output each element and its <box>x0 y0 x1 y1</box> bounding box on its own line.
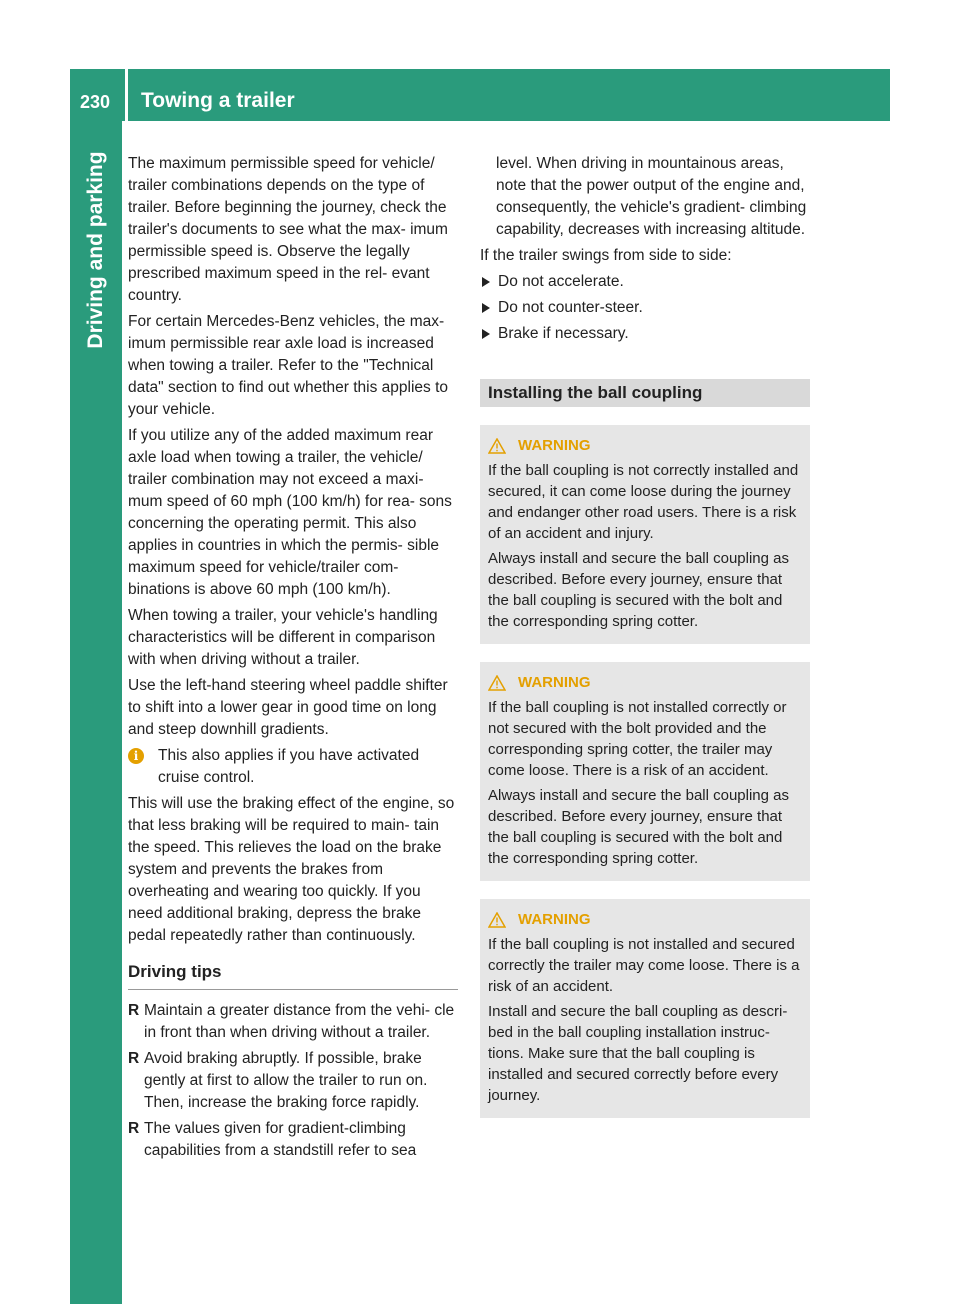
warning-text: Install and secure the ball coupling as descri- bed in the ball coupling installation instruc- tions. Make sure that the ball coupling is installed and secured correctly before every journey. <box>488 1003 788 1104</box>
paragraph: Use the left-hand steering wheel paddle shifter to shift into a lower gear in good time on long and steep downhill gradients. <box>128 677 448 738</box>
warning-text: If the ball coupling is not installed and secured correctly the trailer may come loose. There is a risk of an accident. <box>488 936 800 995</box>
driving-tips-heading: Driving tips <box>128 961 458 990</box>
warning-text: If the ball coupling is not correctly installed and secured, it can come loose during the journey and endanger other road users. There is a risk of an accident and injury. <box>488 462 799 542</box>
bullet-mark: R <box>128 1120 140 1137</box>
warning-header <box>488 672 802 693</box>
paragraph: level. When driving in mountainous areas, note that the power output of the engine and, consequently, the vehicle's gradient- climbing capability, decreases with increasing altitude. <box>496 155 807 238</box>
warning-text: Always install and secure the ball coupling as described. Before every journey, ensure that the ball coupling is secured with the bolt and the corresponding spring cotter. <box>488 550 790 630</box>
page-number: 230 <box>80 92 111 112</box>
list-item <box>128 1118 458 1162</box>
list-item-text: Avoid braking abruptly. If possible, brake gently at first to allow the trailer to run on. Then, increase the braking force rapidly. <box>144 1050 428 1111</box>
paragraph: The maximum permissible speed for vehicle/ trailer combinations depends on the type of trailer. Before beginning the journey, check the trailer's documents to see what the max- imum permissible speed is. Observe the legally prescribed maximum speed in the rel- evant country. <box>128 155 448 304</box>
right-column <box>480 153 810 1118</box>
action-step <box>480 271 810 293</box>
warning-label: WARNING <box>518 674 591 691</box>
bullet-mark: R <box>128 1050 140 1067</box>
warning-header <box>488 435 802 456</box>
driving-tips-list <box>128 1000 458 1162</box>
paragraph: If you utilize any of the added maximum rear axle load when towing a trailer, the vehicle/ trailer combination may not exceed a maxi- mum speed of 60 mph (100 km/h) for rea- sons concerning the operating permit. This also applies in countries in which the permis- sible maximum speed for vehicle/trailer com- binations is above 60 mph (100 km/h). <box>128 427 452 598</box>
action-step-text: Do not counter-steer. <box>498 299 643 316</box>
header-divider <box>125 69 128 121</box>
warning-label: WARNING <box>518 911 591 928</box>
section-heading: Installing the ball coupling <box>480 379 810 407</box>
action-step-text: Do not accelerate. <box>498 273 624 290</box>
paragraph: If the trailer swings from side to side: <box>480 247 732 264</box>
warning-box <box>480 425 810 644</box>
warning-triangle-icon <box>488 438 506 454</box>
warning-box <box>480 662 810 881</box>
left-column <box>128 153 458 1166</box>
action-arrow-icon <box>482 329 490 339</box>
warning-triangle-icon <box>488 675 506 691</box>
warning-header <box>488 909 802 930</box>
warning-text: Always install and secure the ball coupling as described. Before every journey, ensure that the ball coupling is secured with the bolt and the corresponding spring cotter. <box>488 787 790 867</box>
info-note <box>128 745 458 789</box>
paragraph: This will use the braking effect of the engine, so that less braking will be required to main- tain the speed. This relieves the load on the brake system and prevents the brakes from overheating and wearing too quickly. If you need additional braking, depress the brake pedal repeatedly rather than continuously. <box>128 795 455 944</box>
list-item-text: Maintain a greater distance from the vehi- cle in front than when driving without a trailer. <box>144 1002 455 1041</box>
list-item <box>128 1000 458 1044</box>
paragraph: For certain Mercedes-Benz vehicles, the max- imum permissible rear axle load is increased when towing a trailer. Refer to the "Technical data" section to find out whether this applies to your vehicle. <box>128 313 449 418</box>
action-step <box>480 297 810 319</box>
paragraph: When towing a trailer, your vehicle's handling characteristics will be different in comparison with when driving without a trailer. <box>128 607 438 668</box>
side-tab-marker <box>70 382 122 434</box>
action-step-text: Brake if necessary. <box>498 325 629 342</box>
warning-box <box>480 899 810 1118</box>
action-step <box>480 323 810 345</box>
info-note-text: This also applies if you have activated cruise control. <box>158 747 420 786</box>
action-arrow-icon <box>482 303 490 313</box>
page-title: Towing a trailer <box>141 89 295 112</box>
warning-label: WARNING <box>518 437 591 454</box>
list-item-text: The values given for gradient-climbing capabilities from a standstill refer to sea <box>144 1120 417 1159</box>
warning-triangle-icon <box>488 912 506 928</box>
warning-text: If the ball coupling is not installed correctly or not secured with the bolt provided and the corresponding spring cotter, the trailer may come loose. There is a risk of an accident. <box>488 699 787 779</box>
info-icon: i <box>128 748 144 764</box>
side-tab-label: Driving and parking <box>84 151 107 349</box>
action-arrow-icon <box>482 277 490 287</box>
bullet-mark: R <box>128 1002 140 1019</box>
list-item <box>128 1048 458 1114</box>
